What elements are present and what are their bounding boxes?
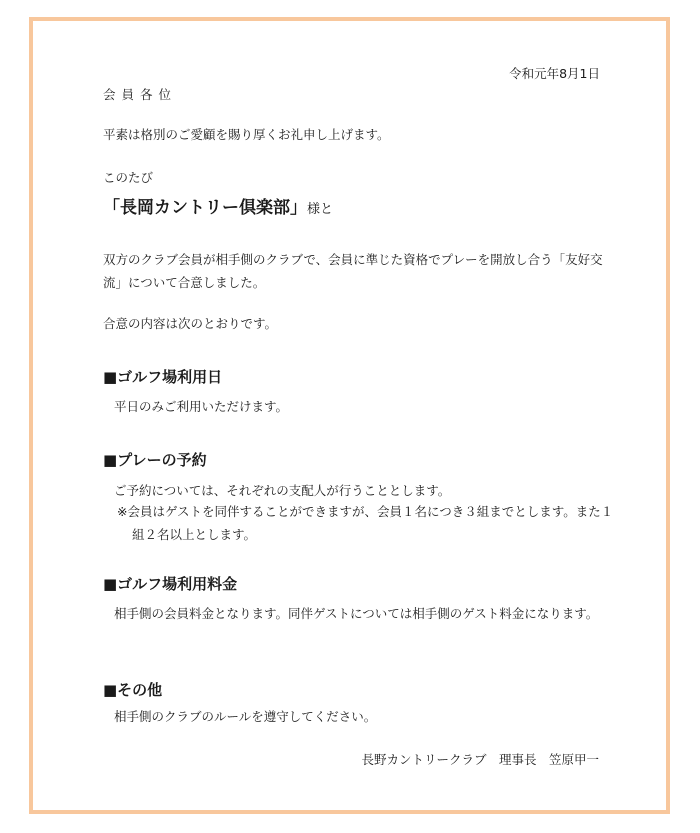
partner-club-suffix: 様と: [307, 202, 334, 217]
partner-club-name: 「長岡カントリー倶楽部」: [103, 198, 307, 218]
section-note-reservation: ※会員はゲストを同伴することができますが、会員１名につき３組までとします。また１組２名以上とします。: [117, 504, 614, 542]
agreement-paragraph: 双方のクラブ会員が相手側のクラブで、会員に準じた資格でプレーを開放し合う「友好交流」について合意しました。: [103, 252, 603, 290]
section-heading-fees: ■ゴルフ場利用料金: [103, 575, 238, 593]
section-heading-usage-days: ■ゴルフ場利用日: [103, 368, 223, 386]
section-heading-reservation: ■プレーの予約: [103, 451, 207, 469]
section-body-other: 相手側のクラブのルールを遵守してください。: [114, 709, 377, 724]
signature: 長野カントリークラブ 理事長 笠原甲一: [361, 752, 599, 767]
partner-club-line: [103, 200, 333, 218]
section-body-usage-days: 平日のみご利用いただけます。: [114, 399, 289, 414]
greeting: 平素は格別のご愛顧を賜り厚くお礼申し上げます。: [103, 127, 390, 142]
salutation: 会員各位: [103, 87, 178, 102]
document-date: 令和元年8月1日: [509, 66, 600, 81]
section-heading-other: ■その他: [103, 681, 163, 699]
contents-intro: 合意の内容は次のとおりです。: [103, 316, 278, 331]
section-body-fees: 相手側の会員料金となります。同伴ゲストについては相手側のゲスト料金になります。: [114, 606, 599, 621]
section-body-reservation: ご予約については、それぞれの支配人が行うこととします。: [114, 483, 451, 498]
intro-text: このたび: [103, 170, 154, 185]
